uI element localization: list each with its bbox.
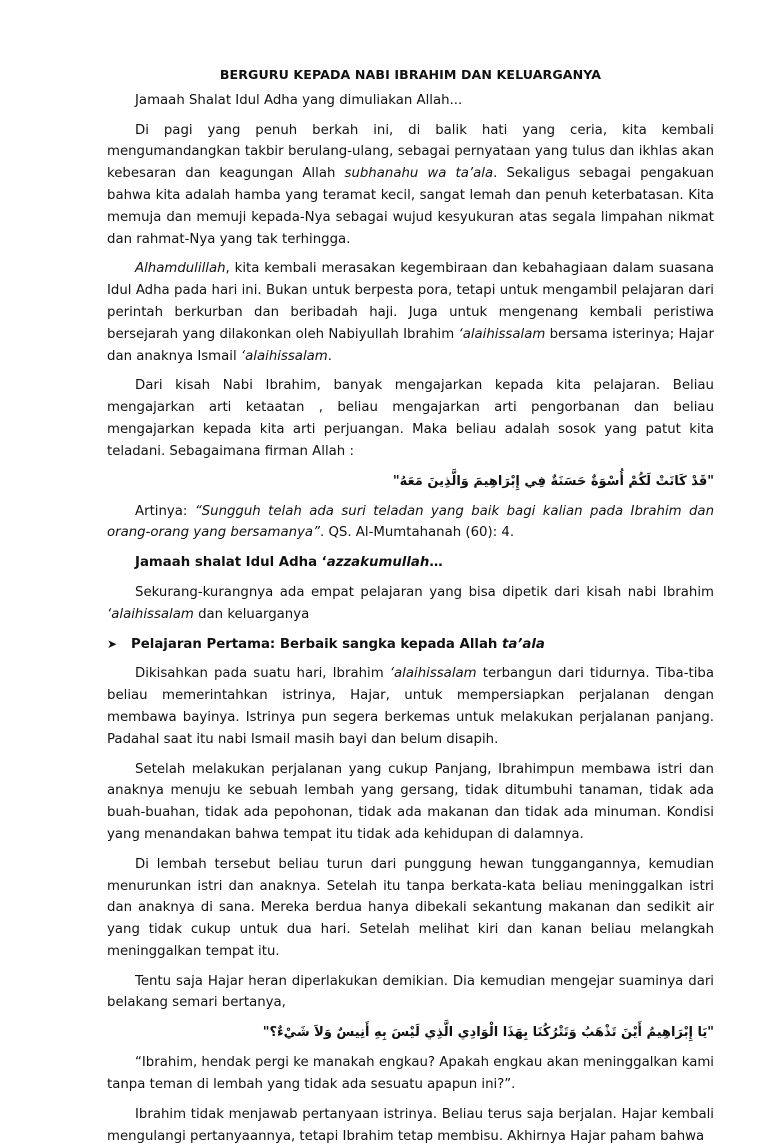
greeting-paragraph: Jamaah Shalat Idul Adha yang dimuliakan Allah...	[135, 92, 463, 108]
paragraph-alhamdulillah: Alhamdulillah, kita kembali merasakan kegembiraan dan kebahagiaan dalam suasana Idul Adha pada hari ini. Bukan untuk berpesta pora, tetapi untuk mengambil pelajaran dari perintah berkurban dan beribadah haji. Juga untuk mengenang kembali peristiwa bersejarah yang dilakonkan oleh Nabiyullah Ibrahim ‘alaihissalam bersama isterinya; Hajar dan anaknya Ismail ‘alaihissalam.	[107, 261, 714, 364]
arabic-verse-1: "قَدْ كَانَتْ لَكُمْ أُسْوَةٌ حَسَنَةٌ فِي إِبْرَاهِيمَ وَالَّذِينَ مَعَهُ"	[392, 473, 714, 489]
paragraph-kisah-ibrahim: Dari kisah Nabi Ibrahim, banyak mengajarkan kepada kita pelajaran. Beliau mengajarkan arti ketaatan , beliau mengajarkan arti pengorbanan dan beliau mengajarkan kepada kita arti perjuangan. Maka beliau adalah sosok yang patut kita teladani. Sebagaimana firman Allah :	[107, 378, 714, 459]
paragraph-empat-pelajaran: Sekurang-kurangnya ada empat pelajaran yang bisa dipetik dari kisah nabi Ibrahim ‘alaihissalam dan keluarganya	[107, 584, 714, 622]
paragraph-lembah: Di lembah tersebut beliau turun dari punggung hewan tunggangannya, kemudian menurunkan istri dan anaknya. Setelah itu tanpa berkata-kata beliau meninggalkan istri dan anaknya di sana. Mereka berdua hanya dibekali sekantung makanan dan sedikit air yang tidak cukup untuk dua hari. Setelah melihat kiri dan kanan beliau melangkah meninggalkan tempat itu.	[107, 856, 714, 959]
arabic-quote-2: "يَا إِبْرَاهِيمُ أَيْنَ تَذْهَبُ وَتَتْرُكُنَا بِهَذَا الْوَادِي الَّذِي لَيْسَ بِهِ أَنِيسٌ وَلاَ شَيْءٌ؟"	[262, 1025, 714, 1041]
paragraph-ibrahim-diam: Ibrahim tidak menjawab pertanyaan istrinya. Beliau terus saja berjalan. Hajar kembali mengulangi pertanyaannya, tetapi Ibrahim tetap membisu. Akhirnya Hajar paham bahwa	[107, 1106, 714, 1144]
heading-jamaah: Jamaah shalat Idul Adha ‘azzakumullah…	[135, 555, 443, 571]
paragraph-takbir: Di pagi yang penuh berkah ini, di balik hati yang ceria, kita kembali mengumandangkan takbir berulang-ulang, sebagai pernyataan yang tulus dan ikhlas akan kebesaran dan keagungan Allah subhanahu wa ta’ala. Sekaligus sebagai pengakuan bahwa kita adalah hamba yang teramat kecil, sangat lemah dan penuh keterbatasan. Kita memuja dan memuji kepada-Nya sebagai wujud kesyukuran atas segala limpahan nikmat dan rahmat-Nya yang tak terhingga.	[107, 122, 715, 247]
paragraph-perjalanan: Setelah melakukan perjalanan yang cukup Panjang, Ibrahimpun membawa istri dan anaknya menuju ke sebuah lembah yang gersang, tidak ditumbuhi tanaman, tidak ada buah-buahan, tidak ada pepohonan, tidak ada makanan dan tidak ada minuman. Kondisi yang menandakan bahwa tempat itu tidak ada kehidupan di dalamnya.	[107, 761, 714, 842]
paragraph-translation: “Ibrahim, hendak pergi ke manakah engkau? Apakah engkau akan meninggalkan kami tanpa teman di lembah yang tidak ada sesuatu apapun ini?”.	[107, 1055, 714, 1093]
arrow-bullet-icon: ➤	[107, 636, 118, 651]
bullet-pelajaran-pertama	[107, 634, 714, 656]
page-title: BERGURU KEPADA NABI IBRAHIM DAN KELUARGANYA	[219, 67, 602, 82]
paragraph-dikisahkan: Dikisahkan pada suatu hari, Ibrahim ‘alaihissalam terbangun dari tidurnya. Tiba-tiba beliau memerintahkan istrinya, Hajar, untuk mempersiapkan perjalanan dengan membawa bayinya. Istrinya pun segera berkemas untuk melakukan perjalanan panjang. Padahal saat itu nabi Ismail masih bayi dan belum disapih.	[107, 666, 714, 747]
paragraph-artinya: Artinya: “Sungguh telah ada suri teladan yang baik bagi kalian pada Ibrahim dan orang-orang yang bersamanya”. QS. Al-Mumtahanah (60): 4.	[107, 503, 715, 541]
bullet-text: Pelajaran Pertama: Berbaik sangka kepada Allah ta’ala	[131, 636, 545, 652]
paragraph-hajar-heran: Tentu saja Hajar heran diperlakukan demikian. Dia kemudian mengejar suaminya dari belakang semari bertanya,	[107, 973, 714, 1011]
